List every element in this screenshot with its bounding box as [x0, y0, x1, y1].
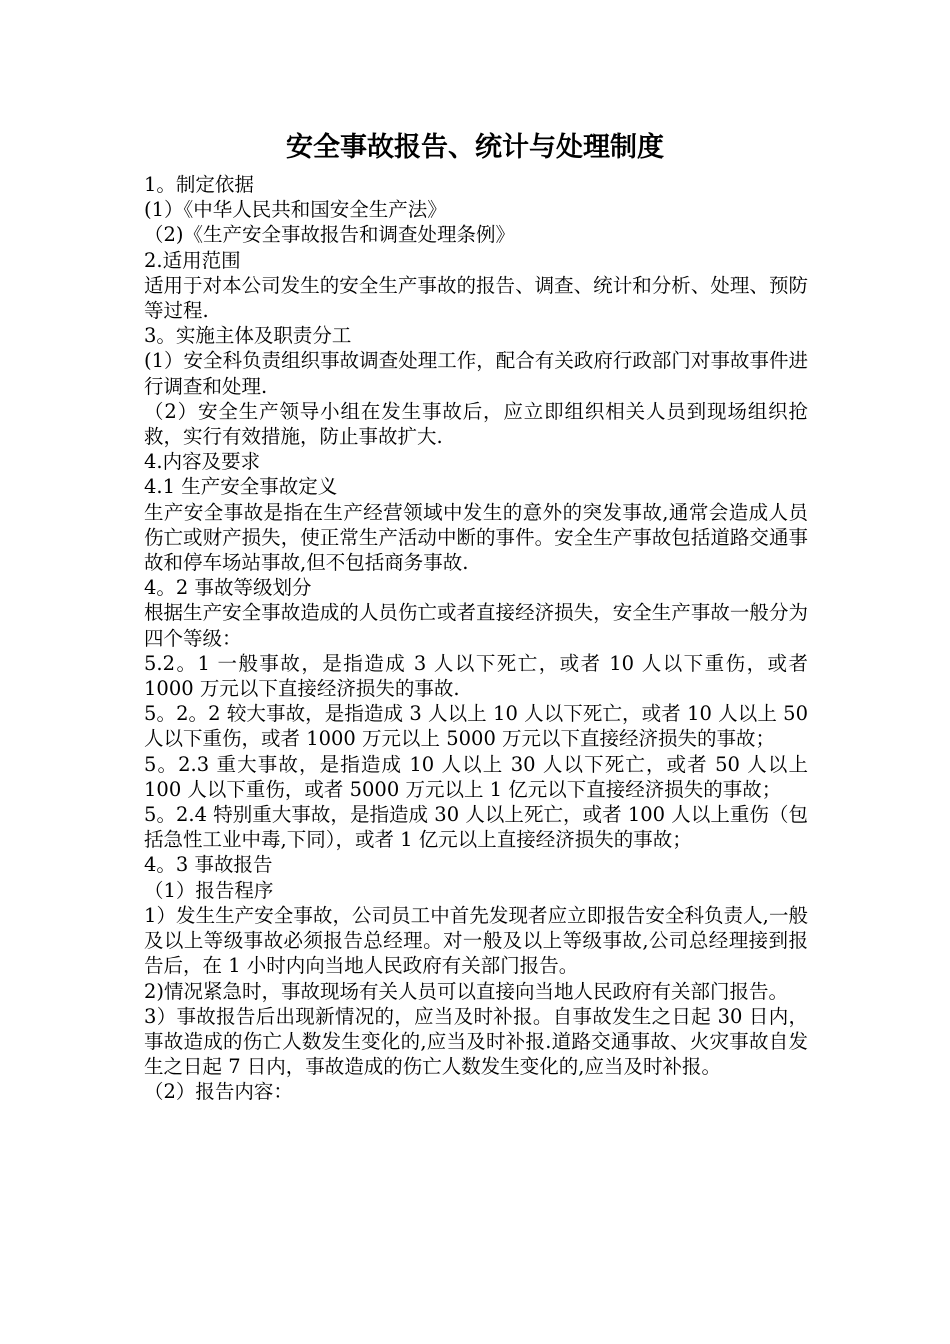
list-item: 1）发生生产安全事故，公司员工中首先发现者应立即报告安全科负责人,一般及以上等级事故必须报告总经理。对一般及以上等级事故,公司总经理接到报告后，在 1 小时内向当地人民政府有关部门报告。	[144, 903, 808, 978]
paragraph: 适用于对本公司发生的安全生产事故的报告、调查、统计和分析、处理、预防等过程.	[144, 273, 808, 323]
section-heading: 2.适用范围	[144, 248, 241, 272]
list-item: 5。2.3 重大事故，是指造成 10 人以上 30 人以下死亡，或者 50 人以上 100 人以下重伤，或者 5000 万元以上 1 亿元以下直接经济损失的事故；	[144, 752, 808, 801]
section-heading: 1。制定依据	[144, 173, 254, 196]
section-heading: 4.内容及要求	[144, 450, 261, 474]
list-item: （2）安全生产领导小组在发生事故后，应立即组织相关人员到现场组织抢救，实行有效措施，防止事故扩大.	[144, 399, 808, 449]
section-heading: 3。实施主体及职责分工	[144, 324, 352, 348]
list-item: 5。2.4 特别重大事故，是指造成 30 人以上死亡，或者 100 人以上重伤（包括急性工业中毒,下同），或者 1 亿元以上直接经济损失的事故；	[144, 803, 808, 852]
list-item: （2）报告内容：	[144, 1080, 293, 1104]
subsection-heading: 4.1 生产安全事故定义	[144, 475, 338, 499]
list-item: （1）报告程序	[144, 878, 274, 902]
list-item: (1）《中华人民共和国安全生产法》	[144, 198, 447, 222]
paragraph: 生产安全事故是指在生产经营领域中发生的意外的突发事故,通常会造成人员伤亡或财产损失，使正常生产活动中断的事件。安全生产事故包括道路交通事故和停车场站事故,但不包括商务事故.	[144, 500, 808, 575]
list-item: 5。2。2 较大事故，是指造成 3 人以上 10 人以下死亡，或者 10 人以上 50 人以下重伤，或者 1000 万元以上 5000 万元以下直接经济损失的事故；	[144, 702, 808, 751]
subsection-heading: 4。2 事故等级划分	[144, 576, 312, 600]
list-item: (1）安全科负责组织事故调查处理工作，配合有关政府行政部门对事故事件进行调查和处理.	[144, 349, 808, 398]
document-body	[144, 172, 808, 1105]
list-item: 2)情况紧急时，事故现场有关人员可以直接向当地人民政府有关部门报告。	[144, 979, 789, 1003]
subsection-heading: 4。3 事故报告	[144, 853, 273, 877]
list-item: 5.2。1 一般事故，是指造成 3 人以下死亡，或者 10 人以下重伤，或者 1000 万元以下直接经济损失的事故.	[144, 651, 808, 701]
list-item: 3）事故报告后出现新情况的，应当及时补报。自事故发生之日起 30 日内，事故造成的伤亡人数发生变化的,应当及时补报.道路交通事故、火灾事故自发生之日起 7 日内，事故造成的伤亡人数发生变化的,应当及时补报。	[144, 1004, 808, 1079]
list-item: （2)《生产安全事故报告和调查处理条例》	[144, 223, 516, 247]
document-title: 安全事故报告、统计与处理制度	[286, 132, 664, 163]
paragraph: 根据生产安全事故造成的人员伤亡或者直接经济损失，安全生产事故一般分为四个等级：	[144, 601, 808, 650]
